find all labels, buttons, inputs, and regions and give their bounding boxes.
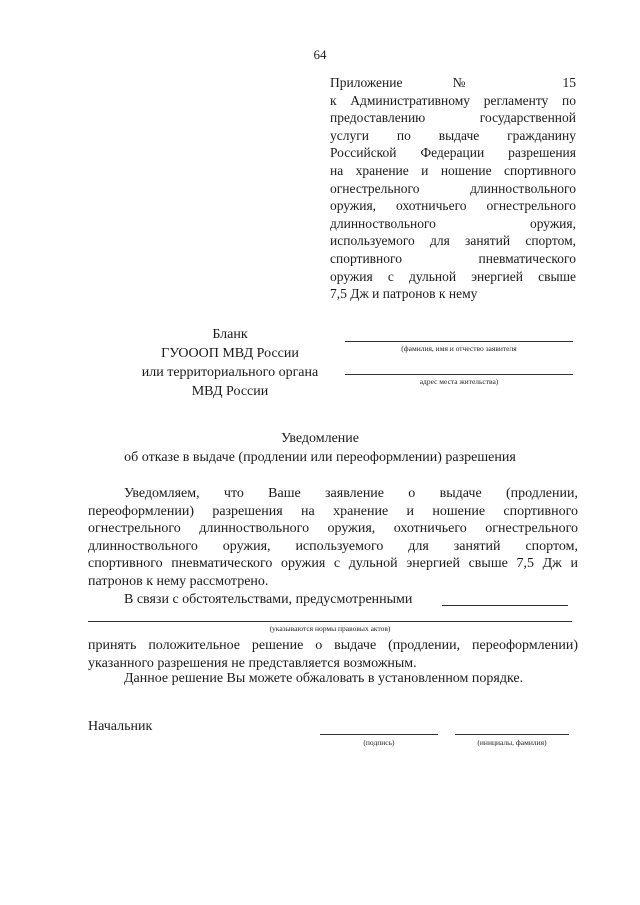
appendix-line: Российской Федерации разрешения (330, 145, 576, 161)
legal-acts-line (88, 621, 572, 622)
legal-acts-caption: (указываются нормы правовых актов) (269, 624, 391, 633)
appendix-header (330, 74, 576, 303)
appendix-line: оружия с дульной энергией свыше (330, 268, 576, 284)
paragraph-line: принять положительное решение о выдаче (продлении, переоформлении) (88, 638, 578, 653)
paragraph-line: огнестрельного длинноствольного оружия, охотничьего огнестрельного (88, 521, 578, 536)
issuer-line: МВД России (191, 384, 269, 399)
applicant-name-line (345, 341, 573, 342)
signatory-name-caption: (инициалы, фамилия) (477, 738, 547, 747)
circumstances-line (442, 605, 568, 606)
issuer-line: или территориального органа (141, 365, 319, 380)
appendix-line: спортивного пневматического (330, 250, 576, 266)
paragraph-line: спортивного пневматического оружия с дульной энергией свыше 7,5 Дж и (88, 556, 578, 571)
issuer-line: ГУОООП МВД России (161, 346, 299, 361)
appendix-line: оружия, охотничьего огнестрельного (330, 198, 576, 214)
appendix-line: 7,5 Дж и патронов к нему (330, 286, 478, 302)
appendix-line: предоставлению государственной (330, 110, 576, 126)
notice-paragraph-2: В связи с обстоятельствами, предусмотренными (124, 592, 413, 607)
notice-title: Уведомление (280, 431, 359, 446)
applicant-name-caption: (фамилия, имя и отчество заявителя (401, 344, 517, 353)
appendix-line: услуги по выдаче гражданину (330, 127, 576, 143)
appendix-line: используемого для занятий спортом, (330, 233, 576, 249)
applicant-address-line (345, 374, 573, 375)
notice-paragraph-4: Данное решение Вы можете обжаловать в установленном порядке. (124, 671, 524, 686)
appendix-line: к Административному регламенту по (330, 92, 576, 108)
paragraph-line: длинноствольного оружия, используемого для занятий спортом, (88, 538, 578, 554)
notice-paragraph-1 (88, 485, 578, 590)
signatory-position: Начальник (88, 719, 153, 734)
signatory-name-line (455, 734, 569, 735)
notice-subtitle: об отказе в выдаче (продлении или переоформлении) разрешения (124, 450, 516, 465)
issuer-line: Бланк (212, 327, 248, 342)
paragraph-line: переоформлении) разрешения на хранение и ношение спортивного (88, 503, 578, 519)
paragraph-line: патронов к нему рассмотрено. (88, 573, 269, 589)
notice-paragraph-3 (88, 637, 578, 672)
signature-caption: (подпись) (363, 738, 395, 747)
paragraph-line: указанного разрешения не представляется возможным. (88, 655, 417, 671)
appendix-line: Приложение № 15 (330, 75, 576, 90)
appendix-line: длинноствольного оружия, (330, 215, 576, 231)
applicant-address-caption: адрес места жительства) (419, 377, 499, 386)
page-number: 64 (313, 47, 327, 62)
signature-line (320, 734, 438, 735)
appendix-line: огнестрельного длинноствольного (330, 180, 576, 196)
paragraph-line: Уведомляем, что Ваше заявление о выдаче (продлении, (124, 486, 578, 501)
appendix-line: на хранение и ношение спортивного (330, 162, 576, 178)
issuer-block (100, 325, 360, 401)
